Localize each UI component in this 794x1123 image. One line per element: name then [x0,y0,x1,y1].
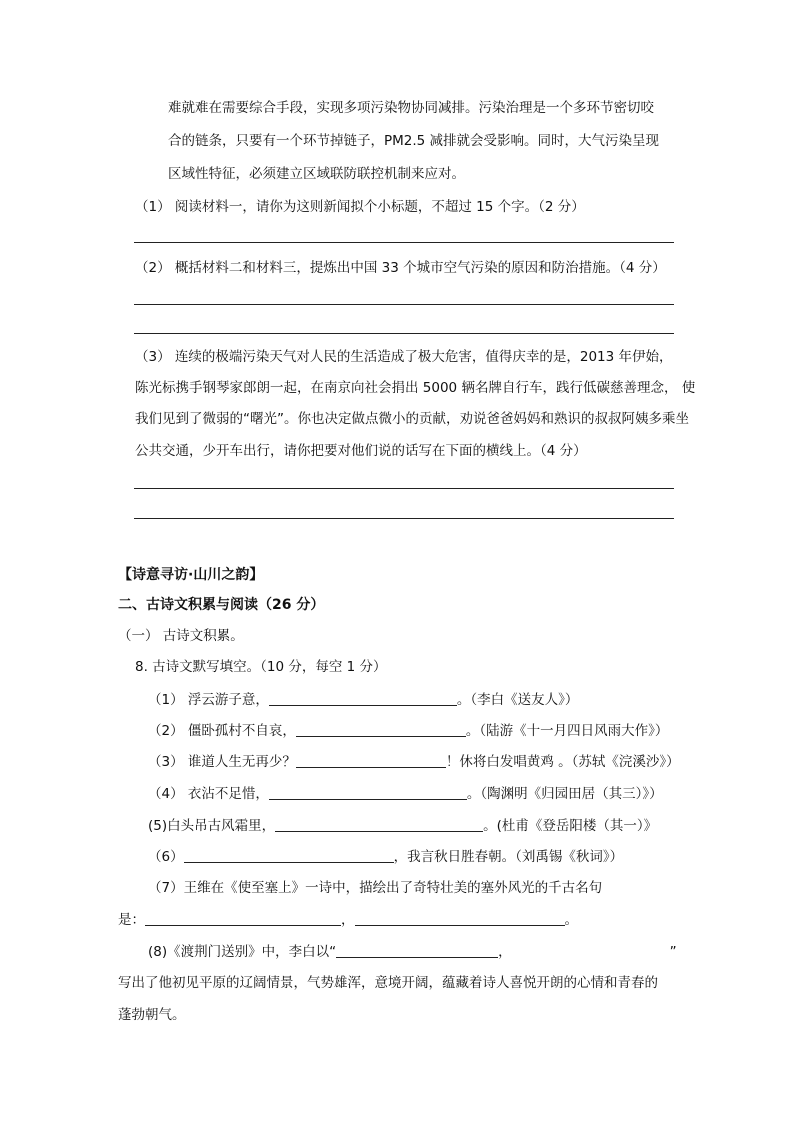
fill-suffix: 。(杜甫《登岳阳楼（其一）》 [483,818,658,834]
fill-prefix: （2） 僵卧孤村不自哀， [148,723,296,739]
fill-suffix: ！休将白发唱黄鸡 。（苏轼《浣溪沙》） [445,754,680,770]
fill-prefix: (8)《渡荆门送别》中，李白以“ [148,944,337,960]
fill-blank[interactable] [336,943,498,958]
answer-line[interactable] [134,242,674,243]
fill-blank[interactable] [269,785,467,800]
question-1: （1） 阅读材料一，请你为这则新闻拟个小标题，不超过 15 个字。（2 分） [135,199,585,215]
fill-prefix: 是： [118,912,145,928]
fill-separator: ， [341,912,355,928]
fill-item-8-text: 蓬勃朝气。 [118,1007,186,1023]
fill-prefix: (5)白头吊古风霜里， [148,818,276,834]
fill-prefix: （4） 衣沾不足惜， [148,786,269,802]
answer-line[interactable] [134,333,674,334]
answer-line[interactable] [134,304,674,305]
fill-suffix: 。（李白《送友人》） [456,692,579,708]
question-3: 我们见到了微弱的“曙光”。你也决定做点微小的贡献，劝说爸爸妈妈和熟识的叔叔阿姨多乘坐 [135,411,689,427]
answer-line[interactable] [134,518,674,519]
fill-blank[interactable] [512,944,670,958]
fill-suffix: ” [669,944,677,960]
fill-item-1 [148,690,578,710]
fill-blank[interactable] [355,911,565,926]
fill-item-5 [148,816,657,836]
fill-blank[interactable] [296,722,466,737]
fill-suffix: 。（陶渊明《归园田居（其三）》） [466,786,663,802]
fill-item-4 [148,784,663,804]
fill-blank[interactable] [184,848,394,863]
section-heading: 二、古诗文积累与阅读（26 分） [118,597,325,613]
fill-prefix: （3） 谁道人生无再少？ [148,754,296,770]
material-text: 难就难在需要综合手段，实现多项污染物协同减排。污染治理是一个多环节密切咬 [168,100,654,116]
answer-line[interactable] [134,488,674,489]
fill-item-8-text: 写出了他初见平原的辽阔情景，气势雄浑，意境开阔，蕴藏着诗人喜悦开朗的心情和青春的 [118,975,658,991]
fill-item-6 [148,847,623,867]
fill-suffix: 。 [564,912,578,928]
fill-blank[interactable] [145,911,341,926]
fill-suffix: 。（陆游《十一月四日风雨大作》） [465,723,669,739]
question-3: 陈光标携手钢琴家郎朗一起，在南京向社会捐出 5000 辆名牌自行车，践行低碳慈善理念， 使 [135,380,696,396]
question-2: （2） 概括材料二和材料三，提炼出中国 33 个城市空气污染的原因和防治措施。（4 分） [135,260,666,276]
material-text: 合的链条，只要有一个环节掉链子，PM2.5 减排就会受影响。同时，大气污染呈现 [168,133,660,149]
fill-item-3 [148,752,680,772]
fill-blank[interactable] [296,753,446,768]
fill-item-7-answer [118,910,578,930]
fill-suffix: ，我言秋日胜春朝。（刘禹锡《秋词》） [393,849,624,865]
question-8: 8. 古诗文默写填空。（10 分，每空 1 分） [135,659,387,675]
fill-item-7: （7）王维在《使至塞上》一诗中，描绘出了奇特壮美的塞外风光的千古名句 [148,880,603,896]
fill-separator: ， [498,944,512,960]
subsection-heading: （一） 古诗文积累。 [118,628,244,644]
section-banner: 【诗意寻访·山川之韵】 [118,567,264,583]
question-3: 公共交通，少开车出行，请你把要对他们说的话写在下面的横线上。（4 分） [135,443,587,459]
material-text: 区域性特征，必须建立区域联防联控机制来应对。 [168,166,465,182]
fill-blank[interactable] [269,691,457,706]
fill-prefix: （1） 浮云游子意， [148,692,269,708]
fill-item-2 [148,721,668,741]
question-3: （3） 连续的极端污染天气对人民的生活造成了极大危害，值得庆幸的是，2013 年伊始， [135,349,673,365]
fill-prefix: （6） [148,849,184,865]
fill-blank[interactable] [275,817,483,832]
fill-item-8 [148,942,677,962]
